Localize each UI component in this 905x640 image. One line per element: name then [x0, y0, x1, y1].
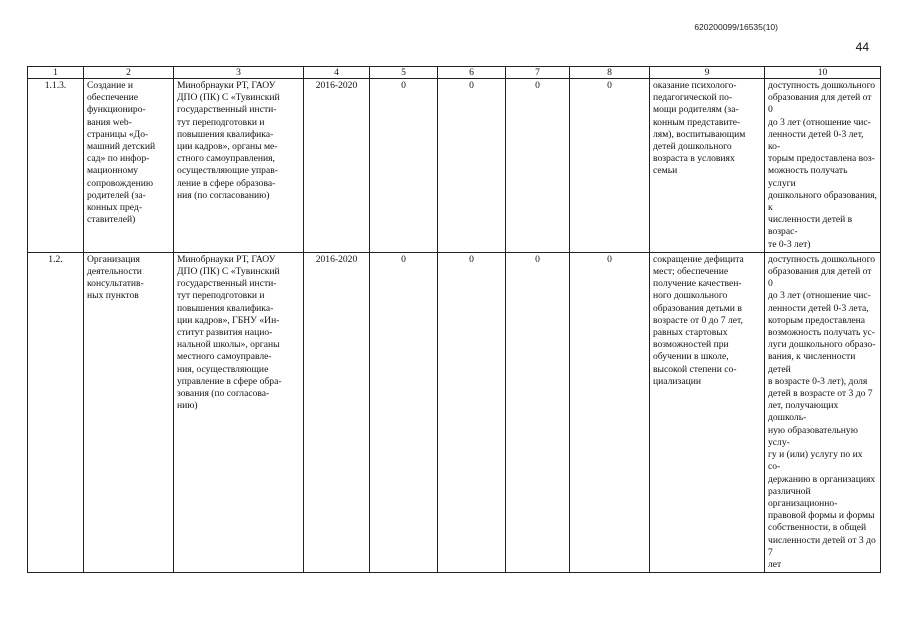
indicator: доступность дошкольного образования для детей от 0 до 3 лет (отношение чис- ленности детей 0-3 лета, которым предоставлена возможность получать ус- луги дошкольного образо- вания, к численности детей в возрасте 0-3 лет), доля детей в возрасте от 3 до 7 лет, получающих дошколь- ную образовательную услу- гу и (или) услугу по их со- держанию в организациях различной организационно- правовой формы и формы собственности, в общей численности детей от 3 до 7 лет	[765, 252, 881, 572]
row-number: 1.1.3.	[28, 79, 84, 253]
column-header: 5	[370, 67, 438, 79]
program-table	[27, 66, 881, 573]
column-header: 4	[304, 67, 370, 79]
table-row	[28, 79, 881, 253]
column-header: 8	[570, 67, 650, 79]
column-header: 9	[650, 67, 765, 79]
column-header: 7	[506, 67, 570, 79]
period: 2016-2020	[304, 252, 370, 572]
row-number: 1.2.	[28, 252, 84, 572]
column-header: 10	[765, 67, 881, 79]
column-header: 3	[174, 67, 304, 79]
executors: Минобрнауки РТ, ГАОУ ДПО (ПК) С «Тувинский государственный инсти- тут переподготовки и повышения квалифика- ции кадров», органы ме- стного самоуправления, осуществляющие управ- ление в сфере образова- ния (по согласованию)	[174, 79, 304, 253]
value-col8: 0	[570, 79, 650, 253]
value-col8: 0	[570, 252, 650, 572]
value-col5: 0	[370, 79, 438, 253]
activity-name: Создание и обеспечение функциониро- вания web- страницы «До- машний детский сад» по инфор- мационному сопровождению родителей (за- конных пред- ставителей)	[84, 79, 174, 253]
column-header: 1	[28, 67, 84, 79]
activity-name: Организация деятельности консультатив- ных пунктов	[84, 252, 174, 572]
indicator: доступность дошкольного образования для детей от 0 до 3 лет (отношение чис- ленности детей 0-3 лет, ко- торым предоставлена воз- можность получать услуги дошкольного образования, к численности детей в возрас- те 0-3 лет)	[765, 79, 881, 253]
page-number: 44	[855, 40, 869, 54]
document-id: 620200099/16535(10)	[694, 22, 778, 32]
period: 2016-2020	[304, 79, 370, 253]
table-row	[28, 252, 881, 572]
expected-result: сокращение дефицита мест; обеспечение получение качествен- ного дошкольного образования детьми в возрасте от 0 до 7 лет, равных стартовых возможностей при обучении в школе, высокой степени со- циализации	[650, 252, 765, 572]
value-col7: 0	[506, 252, 570, 572]
value-col6: 0	[438, 79, 506, 253]
column-header: 6	[438, 67, 506, 79]
executors: Минобрнауки РТ, ГАОУ ДПО (ПК) С «Тувинский государственный инсти- тут переподготовки и повышения квалифика- ции кадров», ГБНУ «Ин- ститут развития нацио- нальной школы», органы местного самоуправле- ния, осуществляющие управление в сфере обра- зования (по согласова- нию)	[174, 252, 304, 572]
value-col6: 0	[438, 252, 506, 572]
expected-result: оказание психолого- педагогической по- мощи родителям (за- конным представите- лям), воспитывающим детей дошкольного возраста в условиях семьи	[650, 79, 765, 253]
value-col5: 0	[370, 252, 438, 572]
value-col7: 0	[506, 79, 570, 253]
column-number-row	[28, 67, 881, 79]
column-header: 2	[84, 67, 174, 79]
